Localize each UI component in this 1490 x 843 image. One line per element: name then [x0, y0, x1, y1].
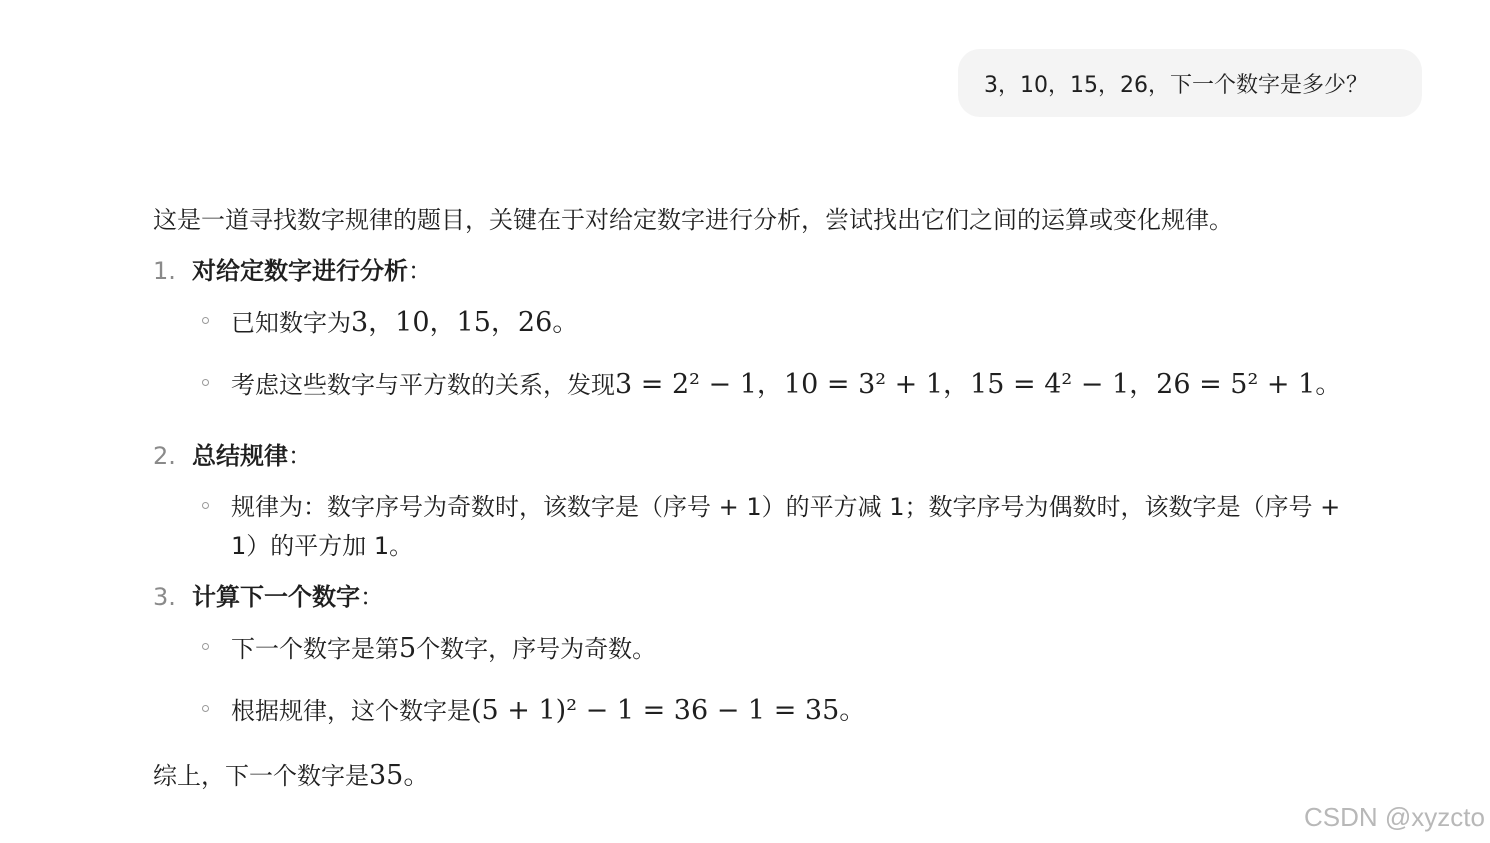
list-item: [153, 303, 1423, 343]
watermark: CSDN @xyzcto: [1304, 802, 1485, 832]
section-number: 2.: [153, 442, 176, 470]
section-analysis: [153, 251, 1423, 405]
math-expression: 35。: [369, 760, 431, 791]
bullet-text: 考虑这些数字与平方数的关系，发现: [231, 371, 615, 399]
bullet-circle-icon: [202, 317, 209, 324]
bullet-text-line: 规律为：数字序号为奇数时，该数字是（序号 + 1）的平方减 1；数字序号为偶数时，该数字是（序号 +: [231, 493, 1341, 521]
section-title-text: 计算下一个数字: [192, 583, 360, 611]
section-colon: ：: [360, 583, 384, 611]
section-title-text: 总结规律: [192, 442, 288, 470]
bullet-text: 个数字，序号为奇数。: [416, 635, 657, 663]
conclusion-text: 综上，下一个数字是: [153, 762, 369, 790]
bullet-circle-icon: [202, 643, 209, 650]
answer-conclusion: [153, 756, 1423, 796]
bullet-text: 下一个数字是第: [231, 635, 399, 663]
bullet-circle-icon: [202, 705, 209, 712]
answer-intro: 这是一道寻找数字规律的题目，关键在于对给定数字进行分析，尝试找出它们之间的运算或变化规律。: [153, 206, 1233, 234]
bullet-text-line: 1）的平方加 1。: [231, 532, 414, 560]
section-heading: [153, 436, 1423, 476]
assistant-answer: [153, 200, 1423, 796]
list-item: [153, 365, 1423, 405]
section-heading: [153, 251, 1423, 291]
section-number: 1.: [153, 257, 176, 285]
bullet-list: [153, 629, 1423, 731]
section-title: [192, 251, 432, 291]
section-summary: [153, 436, 1423, 566]
list-item: [153, 488, 1423, 566]
bullet-circle-icon: [202, 502, 209, 509]
math-expression: 3 = 2² − 1，10 = 3² + 1，15 = 4² − 1，26 = 5² + 1。: [615, 369, 1343, 400]
section-title: [192, 436, 312, 476]
bullet-list: [153, 303, 1423, 405]
list-item: [153, 629, 1423, 669]
bullet-text: 根据规律，这个数字是: [231, 697, 471, 725]
section-title: [192, 577, 384, 617]
bullet-circle-icon: [202, 379, 209, 386]
user-message-text: 3，10，15，26，下一个数字是多少？: [984, 72, 1368, 98]
section-colon: ：: [408, 257, 432, 285]
section-title-text: 对给定数字进行分析: [192, 257, 408, 285]
section-number: 3.: [153, 583, 176, 611]
bullet-text: 已知数字为: [231, 309, 351, 337]
section-heading: [153, 577, 1423, 617]
list-item: [153, 691, 1423, 731]
math-expression: (5 + 1)² − 1 = 36 − 1 = 35。: [471, 695, 867, 726]
section-calculate: [153, 577, 1423, 731]
math-expression: 5: [399, 633, 417, 664]
user-message-bubble: [958, 49, 1422, 117]
math-expression: 3，10，15，26。: [351, 307, 580, 338]
section-colon: ：: [288, 442, 312, 470]
bullet-list: [153, 488, 1423, 566]
